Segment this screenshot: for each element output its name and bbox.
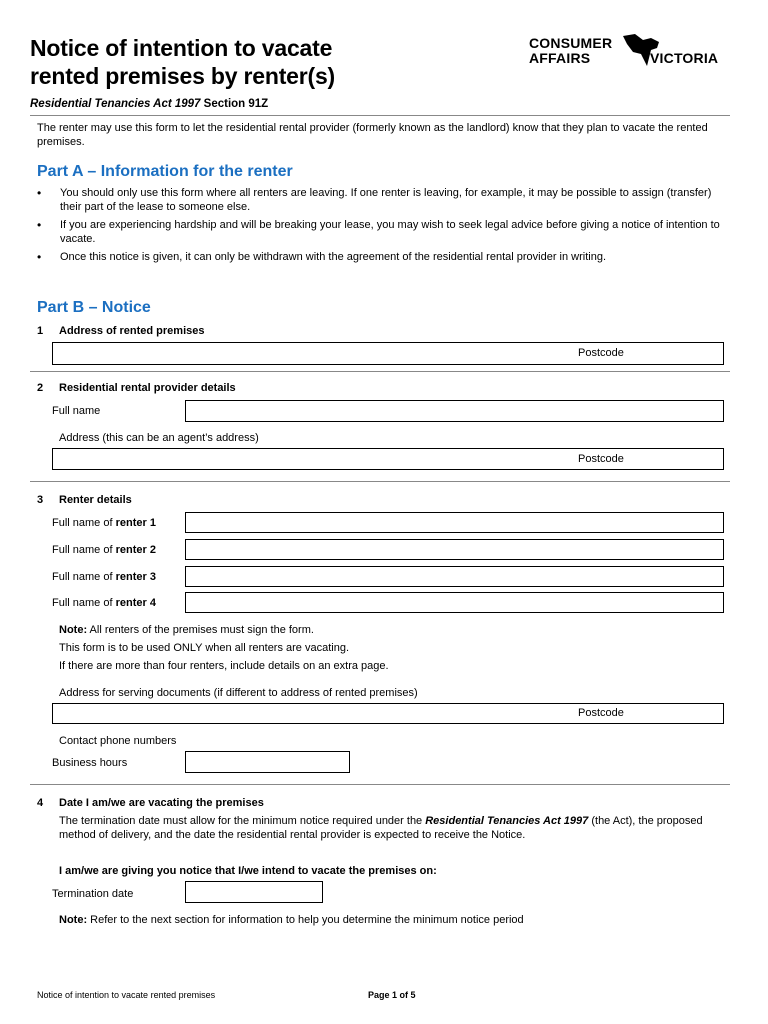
renter-2-label	[52, 543, 156, 557]
section-divider	[30, 481, 730, 482]
note-label: Note:	[59, 914, 88, 926]
footer-document-title: Notice of intention to vacate rented premises	[37, 990, 216, 1000]
note-line1: All renters of the premises must sign the form.	[87, 624, 314, 636]
question-1-label: Address of rented premises	[59, 325, 205, 337]
question-2-number: 2	[37, 382, 44, 394]
header-divider	[30, 115, 730, 116]
rented-premises-address-field[interactable]	[52, 342, 724, 365]
renter-3-label	[52, 570, 156, 584]
question-1-number: 1	[37, 325, 44, 337]
vacate-statement: I am/we are giving you notice that I/we intend to vacate the premises on:	[59, 865, 437, 877]
act-name: Residential Tenancies Act 1997	[30, 98, 201, 110]
question-4-description	[59, 814, 719, 842]
renter-4-number: renter 4	[115, 597, 156, 609]
page-title-line1: Notice of intention to vacate	[30, 35, 333, 61]
renter-3-number: renter 3	[115, 571, 156, 583]
part-b-heading: Part B – Notice	[37, 299, 151, 316]
postcode-label: Postcode	[578, 707, 624, 719]
act-section: Section 91Z	[200, 98, 269, 110]
renter-2-prefix: Full name of	[52, 544, 116, 556]
note-text: Refer to the next section for information to help you determine the minimum notice period	[87, 914, 524, 926]
page-title-line2: rented premises by renter(s)	[30, 63, 336, 89]
logo-line3: VICTORIA	[650, 50, 719, 66]
provider-address-label: Address (this can be an agent’s address)	[59, 432, 259, 444]
list-item: • You should only use this form where all renters are leaving. If one renter is leaving, for example, it may be possible to assign (transfer) their part of the lease to someone else.	[37, 186, 727, 214]
section-divider	[30, 371, 730, 372]
description-act-name: Residential Tenancies Act 1997	[425, 815, 589, 827]
renter-4-name-field[interactable]	[185, 592, 724, 613]
logo-line2: AFFAIRS	[529, 50, 591, 66]
question-3-label: Renter details	[59, 494, 132, 506]
business-hours-label: Business hours	[52, 757, 128, 769]
question-2-label: Residential rental provider details	[59, 382, 236, 394]
part-a-heading: Part A – Information for the renter	[37, 163, 293, 180]
provider-address-field[interactable]	[52, 448, 724, 470]
renter-3-prefix: Full name of	[52, 571, 116, 583]
renter-1-number: renter 1	[115, 517, 156, 529]
note-label: Note:	[59, 624, 88, 636]
renter-3-name-field[interactable]	[185, 566, 724, 587]
section-divider	[30, 784, 730, 785]
note-line2: This form is to be used ONLY when all renters are vacating.	[59, 642, 350, 654]
serving-address-label: Address for serving documents (if different to address of rented premises)	[59, 687, 418, 699]
renter-2-name-field[interactable]	[185, 539, 724, 560]
contact-phone-label: Contact phone numbers	[59, 735, 177, 747]
renters-note	[59, 623, 719, 673]
question-4-label: Date I am/we are vacating the premises	[59, 797, 264, 809]
business-hours-field[interactable]	[185, 751, 350, 773]
part-a-bullet-list	[37, 186, 727, 268]
logo-line1: CONSUMER	[529, 35, 613, 51]
postcode-label: Postcode	[578, 453, 624, 465]
list-item: • If you are experiencing hardship and will be breaking your lease, you may wish to seek legal advice before giving a notice of intention to vacate.	[37, 218, 727, 246]
intro-text: The renter may use this form to let the residential rental provider (formerly known as the landlord) know that they plan to vacate the rented premises.	[37, 122, 708, 148]
description-part1: The termination date must allow for the minimum notice required under the	[59, 815, 426, 827]
postcode-label: Postcode	[578, 347, 624, 359]
renter-2-number: renter 2	[115, 544, 156, 556]
act-reference	[30, 98, 268, 110]
question-4-number: 4	[37, 797, 44, 809]
termination-date-label: Termination date	[52, 888, 134, 900]
serving-address-field[interactable]	[52, 703, 724, 724]
provider-full-name-field[interactable]	[185, 400, 724, 422]
description-part2: (the Act), the proposed method of delivery, and the date the residential rental provider is expected to receive the Notice.	[59, 815, 703, 841]
renter-1-prefix: Full name of	[52, 517, 116, 529]
termination-date-field[interactable]	[185, 881, 323, 903]
footer-page-number: Page 1 of 5	[368, 990, 416, 1000]
renter-1-label	[52, 516, 156, 530]
page-title	[30, 34, 335, 90]
termination-note	[59, 913, 719, 927]
note-line3: If there are more than four renters, include details on an extra page.	[59, 660, 389, 672]
renter-4-prefix: Full name of	[52, 597, 116, 609]
question-3-number: 3	[37, 494, 44, 506]
provider-full-name-label: Full name	[52, 405, 101, 417]
list-item: • Once this notice is given, it can only be withdrawn with the agreement of the residential rental provider in writing.	[37, 250, 727, 264]
renter-4-label	[52, 596, 156, 610]
consumer-affairs-victoria-logo	[527, 32, 723, 70]
renter-1-name-field[interactable]	[185, 512, 724, 533]
